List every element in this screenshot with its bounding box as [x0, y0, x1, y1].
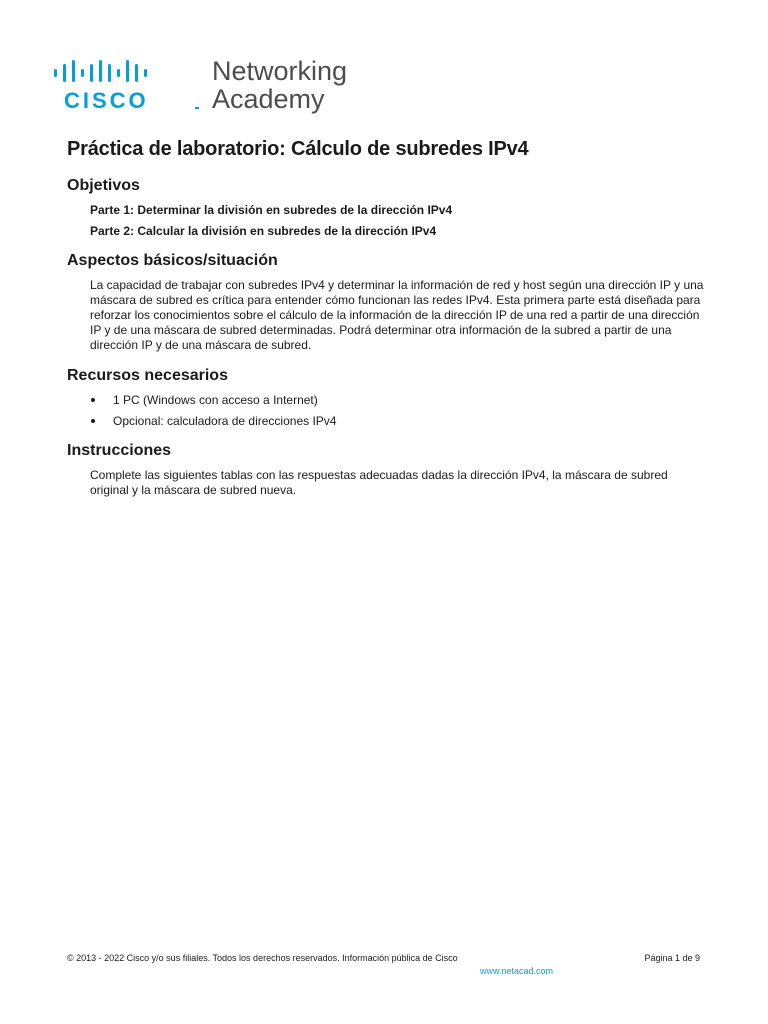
- page-title: Práctica de laboratorio: Cálculo de subredes IPv4: [67, 138, 529, 160]
- cisco-bridge-icon: [52, 60, 148, 82]
- resource-text: Opcional: calculadora de direcciones IPv4: [113, 414, 337, 428]
- resources-section: [67, 367, 707, 428]
- logo-academy-text: Academy: [212, 84, 325, 114]
- footer-page-number: Página 1 de 9: [644, 953, 700, 963]
- objective-item: Parte 1: Determinar la división en subredes de la dirección IPv4: [90, 203, 453, 217]
- list-item: [113, 414, 707, 428]
- cisco-wordmark: CISCO: [64, 88, 149, 113]
- resources-heading: Recursos necesarios: [67, 367, 228, 384]
- instructions-paragraph: Complete las siguientes tablas con las respuestas adecuadas dadas la dirección IPv4, la máscara de subred original y la máscara de subred nueva.: [90, 468, 668, 497]
- background-paragraph: La capacidad de trabajar con subredes IPv4 y determinar la información de red y host según una dirección IP y una máscara de subred es crítica para entender cómo funcionan las redes IPv4. Esta primera parte está diseñada para reforzar los conocimientos sobre el cálculo de la información de la dirección IP de una red a partir de una dirección IP y de una máscara de subred determinadas. Podrá determinar otra información de la subred a partir de una dirección IP y de una máscara de subred.: [90, 278, 704, 352]
- background-section: [67, 252, 707, 353]
- cisco-wordmark-dot: [195, 107, 199, 109]
- resource-text: 1 PC (Windows con acceso a Internet): [113, 393, 318, 407]
- instructions-section: [67, 442, 707, 498]
- background-heading: Aspectos básicos/situación: [67, 252, 278, 269]
- objectives-heading: Objetivos: [67, 177, 140, 194]
- footer-netacad-link[interactable]: www.netacad.com: [480, 966, 554, 976]
- objective-item: Parte 2: Calcular la división en subredes de la dirección IPv4: [90, 224, 437, 238]
- bullet-icon: [91, 419, 95, 423]
- objectives-section: [67, 177, 707, 238]
- logo-networking-text: Networking: [212, 56, 348, 86]
- instructions-heading: Instrucciones: [67, 442, 172, 459]
- list-item: [113, 393, 707, 407]
- bullet-icon: [91, 398, 95, 402]
- footer-copyright: © 2013 - 2022 Cisco y/o sus filiales. Todos los derechos reservados. Información pública de Cisco: [67, 953, 458, 963]
- document-body: [67, 138, 707, 512]
- resources-list: [67, 393, 707, 428]
- cisco-networking-academy-logo: [52, 56, 348, 118]
